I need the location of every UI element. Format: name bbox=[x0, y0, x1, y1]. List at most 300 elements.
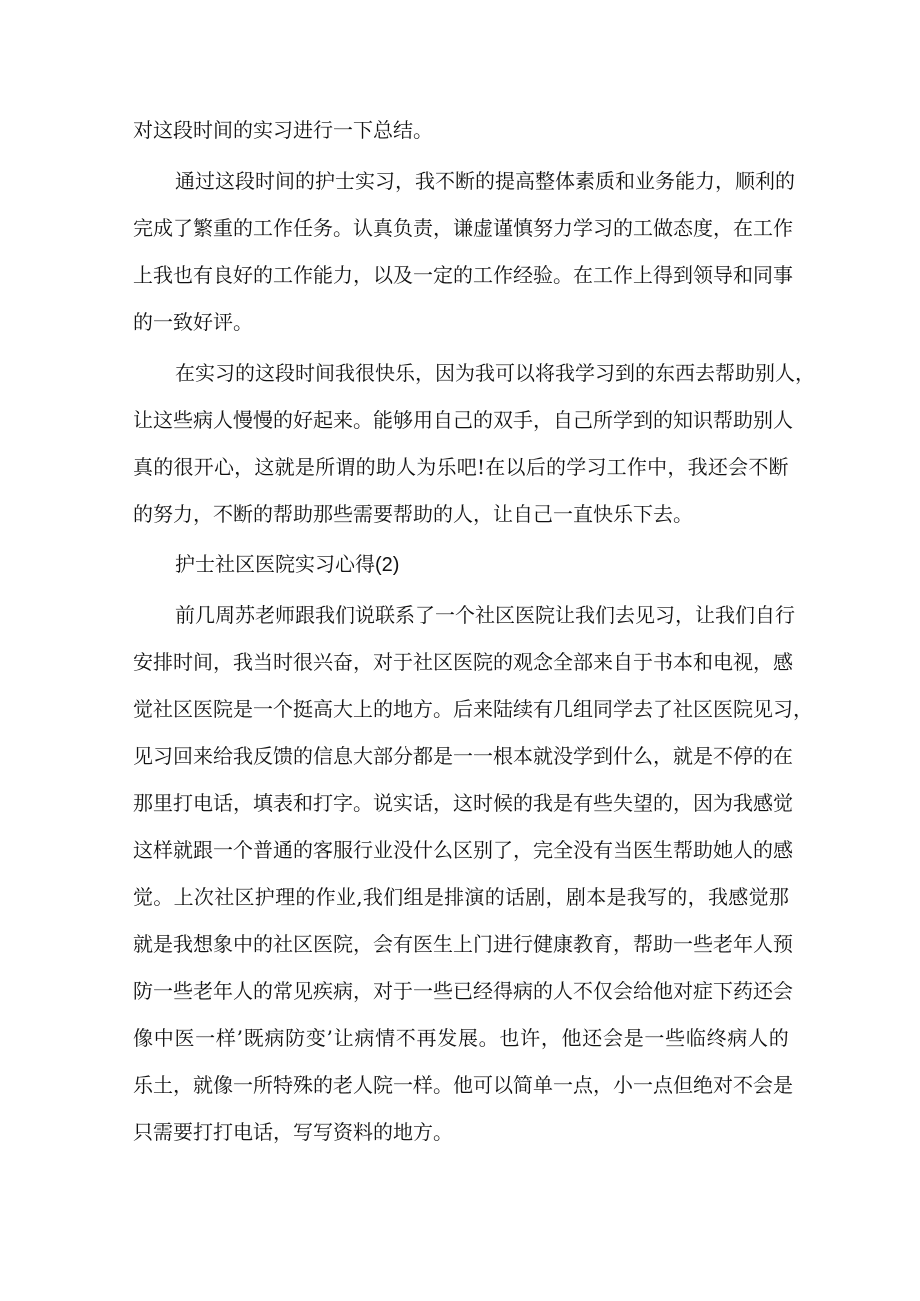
glyph: 习 bbox=[593, 216, 613, 240]
glyph: 于 bbox=[633, 650, 653, 674]
glyph: 导 bbox=[713, 263, 733, 287]
glyph: 验 bbox=[533, 263, 553, 287]
paragraph-line bbox=[133, 697, 813, 721]
glyph: 的 bbox=[775, 169, 795, 193]
glyph: 。 bbox=[153, 885, 174, 909]
glyph: 东 bbox=[655, 361, 675, 385]
glyph: 的 bbox=[667, 885, 688, 909]
glyph: ， bbox=[795, 361, 815, 385]
paragraph-line bbox=[175, 361, 815, 385]
glyph: 想 bbox=[193, 932, 213, 956]
glyph: 中 bbox=[233, 932, 253, 956]
glyph: 院 bbox=[535, 603, 555, 627]
glyph: 老 bbox=[193, 979, 213, 1003]
glyph: 去 bbox=[615, 603, 635, 627]
glyph: 作 bbox=[773, 216, 793, 240]
glyph: 在 bbox=[573, 263, 593, 287]
glyph: 士 bbox=[335, 169, 355, 193]
glyph: 工 bbox=[273, 263, 293, 287]
glyph: 自 bbox=[553, 408, 573, 432]
glyph: 理 bbox=[275, 885, 296, 909]
glyph: 作 bbox=[493, 263, 513, 287]
glyph: 让 bbox=[695, 603, 715, 627]
glyph: 事 bbox=[773, 263, 793, 287]
glyph: 能 bbox=[313, 263, 333, 287]
glyph: 的 bbox=[293, 744, 313, 768]
glyph: 普 bbox=[253, 838, 273, 862]
glyph: 次 bbox=[193, 885, 214, 909]
glyph: ， bbox=[433, 216, 453, 240]
glyph: 作 bbox=[315, 885, 336, 909]
glyph: 态 bbox=[673, 216, 693, 240]
glyph: 。 bbox=[353, 408, 373, 432]
glyph: 像 bbox=[213, 1073, 233, 1097]
glyph: 会 bbox=[728, 455, 749, 479]
glyph: 是 bbox=[606, 885, 627, 909]
glyph: 的 bbox=[273, 408, 293, 432]
glyph: 有 bbox=[573, 791, 593, 815]
glyph: 医 bbox=[633, 838, 653, 862]
glyph: 没 bbox=[553, 744, 573, 768]
glyph: 时 bbox=[173, 650, 193, 674]
glyph: 病 bbox=[193, 408, 213, 432]
glyph: 奋 bbox=[333, 650, 353, 674]
glyph: 人 bbox=[733, 838, 753, 862]
glyph: 人 bbox=[396, 455, 417, 479]
glyph: 有 bbox=[533, 697, 553, 721]
glyph: 别 bbox=[473, 838, 493, 862]
glyph: 认 bbox=[353, 216, 373, 240]
glyph: 系 bbox=[395, 603, 415, 627]
glyph: 生 bbox=[433, 932, 453, 956]
glyph: 息 bbox=[333, 744, 353, 768]
glyph: 感 bbox=[773, 838, 793, 862]
glyph: 别 bbox=[755, 361, 775, 385]
glyph: 健 bbox=[533, 932, 553, 956]
glyph: 觉 bbox=[773, 791, 793, 815]
glyph: 是 bbox=[553, 791, 573, 815]
glyph: 完 bbox=[133, 216, 153, 240]
glyph: 上 bbox=[453, 932, 473, 956]
glyph: 工 bbox=[606, 455, 627, 479]
glyph: 她 bbox=[713, 838, 733, 862]
glyph: 西 bbox=[675, 361, 695, 385]
glyph: 生 bbox=[653, 838, 673, 862]
glyph: 一 bbox=[195, 1026, 216, 1050]
glyph: 助 bbox=[653, 932, 673, 956]
glyph: 因 bbox=[693, 791, 713, 815]
glyph: 病 bbox=[264, 1026, 285, 1050]
glyph: 习 bbox=[215, 361, 235, 385]
glyph: 点 bbox=[573, 1073, 593, 1097]
glyph: 。 bbox=[353, 791, 373, 815]
section-heading: 护士社区医院实习心得(2) bbox=[175, 554, 400, 576]
glyph: 行 bbox=[775, 603, 795, 627]
glyph: ， bbox=[353, 979, 373, 1003]
glyph: 己 bbox=[453, 408, 473, 432]
glyph: 断 bbox=[768, 455, 789, 479]
glyph: 医 bbox=[713, 697, 733, 721]
glyph: 当 bbox=[253, 650, 273, 674]
glyph: 他 bbox=[453, 1073, 473, 1097]
glyph: 任 bbox=[293, 216, 313, 240]
glyph: 会 bbox=[753, 1073, 773, 1097]
glyph: 院 bbox=[373, 1073, 393, 1097]
glyph: 打 bbox=[173, 791, 193, 815]
glyph: 度 bbox=[693, 216, 713, 240]
glyph: 周 bbox=[215, 603, 235, 627]
glyph: 地 bbox=[393, 697, 413, 721]
glyph: 很 bbox=[355, 361, 375, 385]
glyph: 利 bbox=[755, 169, 775, 193]
glyph: 帮 bbox=[673, 838, 693, 862]
glyph: 学 bbox=[573, 744, 593, 768]
glyph: 觉 bbox=[133, 885, 153, 909]
glyph: 区 bbox=[495, 603, 515, 627]
glyph: ， bbox=[234, 455, 255, 479]
glyph: 变 bbox=[305, 1026, 326, 1050]
glyph: 什 bbox=[413, 838, 433, 862]
glyph: 我 bbox=[233, 650, 253, 674]
glyph: 努 bbox=[533, 216, 553, 240]
glyph: 的 bbox=[493, 650, 513, 674]
glyph: 成 bbox=[153, 216, 173, 240]
glyph: 真 bbox=[373, 216, 393, 240]
glyph: 会 bbox=[773, 979, 793, 1003]
glyph: 我 bbox=[475, 361, 495, 385]
glyph: 填 bbox=[253, 791, 273, 815]
glyph: 防 bbox=[133, 979, 153, 1003]
paragraph-line: 的努力，不断的帮助那些需要帮助的人，让自己一直快乐下去。 bbox=[133, 502, 693, 526]
glyph: 年 bbox=[733, 932, 753, 956]
glyph: 来 bbox=[193, 744, 213, 768]
glyph: 的 bbox=[768, 1026, 789, 1050]
glyph: 人 bbox=[553, 979, 573, 1003]
paragraph-line bbox=[133, 979, 793, 1003]
glyph: 定 bbox=[433, 263, 453, 287]
glyph: 停 bbox=[733, 744, 753, 768]
glyph: 也 bbox=[499, 1026, 520, 1050]
glyph: 下 bbox=[713, 979, 733, 1003]
glyph: 人 bbox=[753, 932, 773, 956]
glyph: 对 bbox=[713, 1073, 733, 1097]
glyph: 个 bbox=[455, 603, 475, 627]
glyph: 很 bbox=[173, 455, 194, 479]
glyph: 我 bbox=[626, 885, 647, 909]
glyph: 完 bbox=[533, 838, 553, 862]
glyph: 质 bbox=[595, 169, 615, 193]
glyph: 时 bbox=[473, 791, 493, 815]
glyph: 我 bbox=[335, 361, 355, 385]
glyph: 习 bbox=[655, 603, 675, 627]
glyph: 不 bbox=[733, 1073, 753, 1097]
glyph: 们 bbox=[383, 885, 404, 909]
paragraph-line bbox=[133, 885, 789, 909]
glyph: 些 bbox=[693, 932, 713, 956]
glyph: 门 bbox=[473, 932, 493, 956]
glyph: ， bbox=[667, 455, 688, 479]
glyph: 人 bbox=[773, 408, 793, 432]
glyph: 可 bbox=[473, 1073, 493, 1097]
glyph: 既 bbox=[243, 1026, 264, 1050]
glyph: 方 bbox=[413, 697, 433, 721]
glyph: 兴 bbox=[313, 650, 333, 674]
paragraph-line bbox=[133, 932, 793, 956]
glyph: 电 bbox=[193, 791, 213, 815]
glyph: 防 bbox=[285, 1026, 306, 1050]
glyph: 时 bbox=[295, 361, 315, 385]
glyph: 这 bbox=[215, 169, 235, 193]
glyph: ， bbox=[793, 697, 813, 721]
glyph: ， bbox=[613, 932, 633, 956]
glyph: 社 bbox=[673, 697, 693, 721]
glyph: 实 bbox=[355, 169, 375, 193]
glyph: 时 bbox=[273, 650, 293, 674]
glyph: 写 bbox=[647, 885, 668, 909]
glyph: 能 bbox=[373, 408, 393, 432]
glyph: 虚 bbox=[473, 216, 493, 240]
glyph: 于 bbox=[393, 650, 413, 674]
glyph: 所 bbox=[315, 455, 336, 479]
glyph: 前 bbox=[175, 603, 195, 627]
glyph: 作 bbox=[626, 455, 647, 479]
glyph: 高 bbox=[515, 169, 535, 193]
glyph: 医 bbox=[174, 1026, 195, 1050]
glyph: 让 bbox=[133, 408, 153, 432]
glyph: 业 bbox=[373, 838, 393, 862]
glyph: 的 bbox=[373, 697, 393, 721]
glyph: 可 bbox=[495, 361, 515, 385]
glyph: 到 bbox=[615, 361, 635, 385]
glyph: 样 bbox=[153, 838, 173, 862]
glyph: 一 bbox=[413, 979, 433, 1003]
glyph: 经 bbox=[473, 979, 493, 1003]
glyph: 一 bbox=[453, 744, 473, 768]
glyph: 回 bbox=[173, 744, 193, 768]
glyph: 一 bbox=[233, 1073, 253, 1097]
glyph: 还 bbox=[707, 455, 728, 479]
glyph: 么 bbox=[433, 838, 453, 862]
glyph: 社 bbox=[475, 603, 495, 627]
glyph: 全 bbox=[553, 650, 573, 674]
glyph: 习 bbox=[773, 697, 793, 721]
glyph: 作 bbox=[273, 216, 293, 240]
glyph: 些 bbox=[593, 791, 613, 815]
glyph: 的 bbox=[753, 744, 773, 768]
glyph: 中 bbox=[647, 455, 668, 479]
glyph: ， bbox=[713, 216, 733, 240]
glyph: 象 bbox=[213, 932, 233, 956]
glyph: 区 bbox=[234, 885, 255, 909]
glyph: 帮 bbox=[633, 932, 653, 956]
glyph: 殊 bbox=[293, 1073, 313, 1097]
glyph: ， bbox=[395, 169, 415, 193]
glyph: 剧 bbox=[525, 885, 546, 909]
glyph: 但 bbox=[673, 1073, 693, 1097]
continuation-line: 对这段时间的实习进行一下总结。 bbox=[133, 118, 433, 142]
glyph: 的 bbox=[475, 169, 495, 193]
glyph: 作 bbox=[293, 263, 313, 287]
glyph: 的 bbox=[613, 216, 633, 240]
paragraph-line bbox=[133, 1073, 793, 1097]
glyph: 乐 bbox=[395, 361, 415, 385]
glyph: 人 bbox=[775, 361, 795, 385]
glyph: 挺 bbox=[293, 697, 313, 721]
glyph: 演 bbox=[464, 885, 485, 909]
glyph: 上 bbox=[133, 263, 153, 287]
glyph: 人 bbox=[353, 1073, 373, 1097]
glyph: 什 bbox=[613, 744, 633, 768]
glyph: 到 bbox=[633, 408, 653, 432]
glyph: 护 bbox=[315, 169, 335, 193]
glyph: 的 bbox=[253, 932, 273, 956]
glyph: 还 bbox=[582, 1026, 603, 1050]
glyph: 乐 bbox=[133, 1073, 153, 1097]
glyph: 做 bbox=[653, 216, 673, 240]
glyph: 终 bbox=[706, 1026, 727, 1050]
glyph: 够 bbox=[393, 408, 413, 432]
glyph: 医 bbox=[313, 932, 333, 956]
glyph: ， bbox=[415, 361, 435, 385]
paragraph-line bbox=[133, 650, 793, 674]
glyph: 素 bbox=[575, 169, 595, 193]
glyph: 是 bbox=[294, 455, 315, 479]
paragraph-line bbox=[133, 1026, 789, 1050]
glyph: 不 bbox=[748, 455, 769, 479]
glyph: 吧 bbox=[456, 455, 477, 479]
glyph: ， bbox=[675, 603, 695, 627]
glyph: ， bbox=[533, 408, 553, 432]
glyph: 责 bbox=[413, 216, 433, 240]
glyph: 临 bbox=[685, 1026, 706, 1050]
glyph: 工 bbox=[753, 216, 773, 240]
glyph: 对 bbox=[373, 650, 393, 674]
glyph: 说 bbox=[373, 791, 393, 815]
glyph: 作 bbox=[613, 263, 633, 287]
glyph: 是 bbox=[773, 1073, 793, 1097]
glyph: 己 bbox=[573, 408, 593, 432]
glyph: 工 bbox=[253, 216, 273, 240]
glyph: 护 bbox=[254, 885, 275, 909]
glyph: 馈 bbox=[273, 744, 293, 768]
glyph: 教 bbox=[573, 932, 593, 956]
glyph: 已 bbox=[453, 979, 473, 1003]
glyph: 么 bbox=[633, 744, 653, 768]
glyph: 良 bbox=[213, 263, 233, 287]
glyph: 有 bbox=[193, 263, 213, 287]
glyph: 区 bbox=[293, 932, 313, 956]
glyph: 谓 bbox=[335, 455, 356, 479]
glyph: 本 bbox=[673, 650, 693, 674]
glyph: 习 bbox=[586, 455, 607, 479]
glyph: 单 bbox=[533, 1073, 553, 1097]
glyph: 大 bbox=[333, 697, 353, 721]
glyph: 社 bbox=[273, 932, 293, 956]
glyph: 全 bbox=[553, 838, 573, 862]
glyph: 我 bbox=[575, 603, 595, 627]
glyph: 为 bbox=[455, 361, 475, 385]
glyph: 的 bbox=[355, 455, 376, 479]
glyph: 得 bbox=[493, 979, 513, 1003]
glyph: 些 bbox=[173, 408, 193, 432]
glyph: 都 bbox=[413, 744, 433, 768]
glyph: 说 bbox=[355, 603, 375, 627]
glyph: 得 bbox=[653, 263, 673, 287]
glyph: 话 bbox=[413, 791, 433, 815]
glyph: 帮 bbox=[715, 361, 735, 385]
glyph: 组 bbox=[403, 885, 424, 909]
glyph: 。 bbox=[433, 697, 453, 721]
glyph: 续 bbox=[513, 697, 533, 721]
glyph: 一 bbox=[213, 838, 233, 862]
glyph: 在 bbox=[175, 361, 195, 385]
glyph: 没 bbox=[393, 838, 413, 862]
glyph: 力 bbox=[695, 169, 715, 193]
glyph: 段 bbox=[235, 169, 255, 193]
glyph: 力 bbox=[553, 216, 573, 240]
glyph: 医 bbox=[515, 603, 535, 627]
glyph: 老 bbox=[713, 932, 733, 956]
glyph: 本 bbox=[586, 885, 607, 909]
glyph: 客 bbox=[313, 838, 333, 862]
glyph: 服 bbox=[333, 838, 353, 862]
glyph: 我 bbox=[533, 791, 553, 815]
glyph: 因 bbox=[435, 361, 455, 385]
glyph: 实 bbox=[195, 361, 215, 385]
glyph: 了 bbox=[173, 216, 193, 240]
glyph: 好 bbox=[293, 408, 313, 432]
glyph: 这 bbox=[255, 361, 275, 385]
glyph: 他 bbox=[653, 979, 673, 1003]
glyph: 觉 bbox=[748, 885, 769, 909]
glyph: 乐 bbox=[436, 455, 457, 479]
glyph: 是 bbox=[623, 1026, 644, 1050]
glyph: 同 bbox=[753, 263, 773, 287]
glyph: 联 bbox=[375, 603, 395, 627]
paragraph-line bbox=[133, 744, 793, 768]
glyph: 了 bbox=[415, 603, 435, 627]
glyph: 大 bbox=[353, 744, 373, 768]
glyph: 个 bbox=[273, 697, 293, 721]
glyph: 社 bbox=[413, 650, 433, 674]
glyph: 苏 bbox=[235, 603, 255, 627]
glyph: 行 bbox=[353, 838, 373, 862]
glyph: 望 bbox=[633, 791, 653, 815]
glyph: ， bbox=[353, 263, 373, 287]
glyph: 识 bbox=[693, 408, 713, 432]
glyph: 情 bbox=[375, 1026, 396, 1050]
glyph: 见 bbox=[133, 744, 153, 768]
glyph: ， bbox=[353, 932, 373, 956]
glyph: 去 bbox=[633, 697, 653, 721]
paragraph-line bbox=[133, 791, 793, 815]
glyph: 的 bbox=[653, 791, 673, 815]
glyph: 也 bbox=[173, 263, 193, 287]
glyph: 他 bbox=[561, 1026, 582, 1050]
glyph: 本 bbox=[513, 744, 533, 768]
glyph: 见 bbox=[293, 979, 313, 1003]
glyph: 的 bbox=[473, 408, 493, 432]
glyph: 是 bbox=[423, 885, 444, 909]
glyph: 进 bbox=[493, 932, 513, 956]
glyph: ， bbox=[753, 650, 773, 674]
glyph: 根 bbox=[493, 744, 513, 768]
glyph: 的 bbox=[253, 979, 273, 1003]
glyph: 的 bbox=[753, 838, 773, 862]
glyph: 断 bbox=[455, 169, 475, 193]
glyph: 的 bbox=[313, 1073, 333, 1097]
glyph: 症 bbox=[693, 979, 713, 1003]
